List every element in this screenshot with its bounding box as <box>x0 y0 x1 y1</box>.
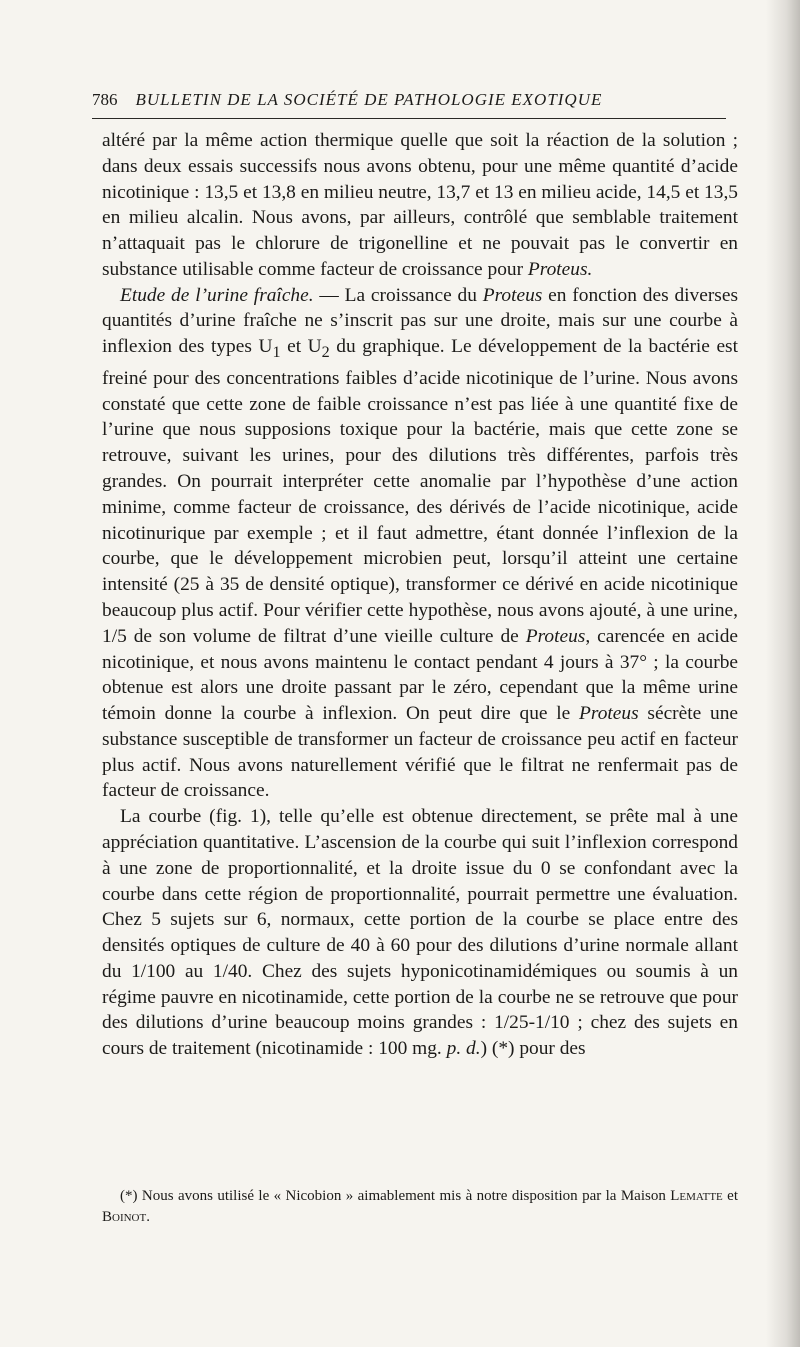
journal-title: BULLETIN DE LA SOCIÉTÉ DE PATHOLOGIE EXOTIQUE <box>135 90 603 109</box>
page-number: 786 <box>92 90 118 109</box>
paragraph-2-text-e: , carencée en acide nicotinique, et nous avons maintenu le contact pendant 4 jours à 37° ; la courbe obtenue est alors une droite passant par le zéro, cependant que la même urine témoin donne la courbe à inflexion. On peut dire que le <box>102 625 738 725</box>
paragraph-3 <box>102 804 738 1062</box>
per-diem-italic: p. d. <box>446 1038 481 1060</box>
paragraph-2-text-f: sécrète une substance susceptible de transformer un facteur de croissance peu actif en facteur plus actif. Nous avons naturellement vérifié que le filtrat ne renfermait pas de facteur de croissance. <box>102 703 738 802</box>
paragraph-2-text-c: et U <box>280 336 322 358</box>
header-rule <box>92 118 726 119</box>
footnote-marker: (*) <box>120 1188 138 1204</box>
footnote-text-a: Nous avons utilisé le « Nicobion » aimablement mis à notre disposition par la Maison <box>137 1188 671 1204</box>
footnote-small-caps-2: Boinot <box>102 1209 147 1225</box>
paragraph-3-text-a: La courbe (fig. 1), telle qu’elle est obtenue directement, se prête mal à une appréciation quantitative. L’ascension de la courbe qui suit l’inflexion correspond à une zone de proportionnalité, et la droite issue du 0 se confondant avec la courbe dans cette région de proportionnalité, pourrait permettre une évaluation. Chez 5 sujets sur 6, normaux, cette portion de la courbe se place entre des densités optiques de culture de 40 à 60 pour des dilutions d’urine normale allant du 1/100 au 1/40. Chez des sujets hyponicotinamidémiques ou soumis à un régime pauvre en nicotinamide, cette portion de la courbe ne se retrouve que pour des dilutions d’urine beaucoup moins grandes : 1/25-1/10 ; chez des sujets en cours de traitement (nicotinamide : 100 mg. <box>102 806 738 1060</box>
footnote-text-b: et <box>722 1188 739 1204</box>
footnote <box>102 1186 738 1228</box>
proteus-italic: Proteus. <box>527 258 593 280</box>
page-edge-shadow <box>766 0 800 1347</box>
paragraph-2 <box>102 283 738 805</box>
paragraph-2-text-b: en fonction des diverses quantités d’urine fraîche ne s’inscrit pas sur une droite, mais sur une courbe à inflexion des types U <box>102 284 738 358</box>
section-heading: Etude de l’urine fraîche. <box>120 284 314 306</box>
proteus-italic: Proteus <box>525 625 586 647</box>
running-header <box>92 90 726 110</box>
footnote-small-caps-1: Lematte <box>670 1188 723 1204</box>
paragraph-3-text-b: ) (*) pour des <box>480 1038 586 1060</box>
subscript-2: 2 <box>321 344 330 362</box>
subscript-1: 1 <box>272 344 281 362</box>
proteus-italic: Proteus <box>482 284 543 306</box>
paragraph-1 <box>102 128 738 283</box>
body-text <box>102 128 738 1062</box>
paragraph-2-text-a: — La croissance du <box>313 284 483 306</box>
paragraph-2-text-d: du graphique. Le développement de la bactérie est freiné pour des concentrations faibles d’acide nicotinique de l’urine. Nous avons constaté que cette zone de faible croissance n’est pas liée à une quantité fixe de l’urine que nous supposions toxique pour la bactérie, mais que cette zone se retrouve, suivant les urines, pour des dilutions très différentes, parfois très grandes. On pourrait interpréter cette anomalie par l’hypothèse d’une action minime, comme facteur de croissance, des dérivés de l’acide nicotinique, acide nicotinurique par exemple ; et il faut admettre, étant donnée l’inflexion de la courbe, que le développement microbien peut, lorsqu’il atteint une certaine intensité (25 à 35 de densité optique), transformer ce dérivé en acide nicotinique beaucoup plus actif. Pour vérifier cette hypothèse, nous avons ajouté, à une urine, 1/5 de son volume de filtrat d’une vieille culture de <box>102 336 738 647</box>
proteus-italic: Proteus <box>579 703 639 725</box>
footnote-text-c: . <box>146 1209 150 1225</box>
paragraph-1-text: altéré par la même action thermique quelle que soit la réaction de la solution ; dans deux essais successifs nous avons obtenu, pour une même quantité d’acide nicotinique : 13,5 et 13,8 en milieu neutre, 13,7 et 13 en milieu acide, 14,5 et 13,5 en milieu alcalin. Nous avons, par ailleurs, contrôlé que semblable traitement n’attaquait pas le chlorure de trigonelline et ne pouvait pas le convertir en substance utilisable comme facteur de croissance pour <box>102 130 738 280</box>
